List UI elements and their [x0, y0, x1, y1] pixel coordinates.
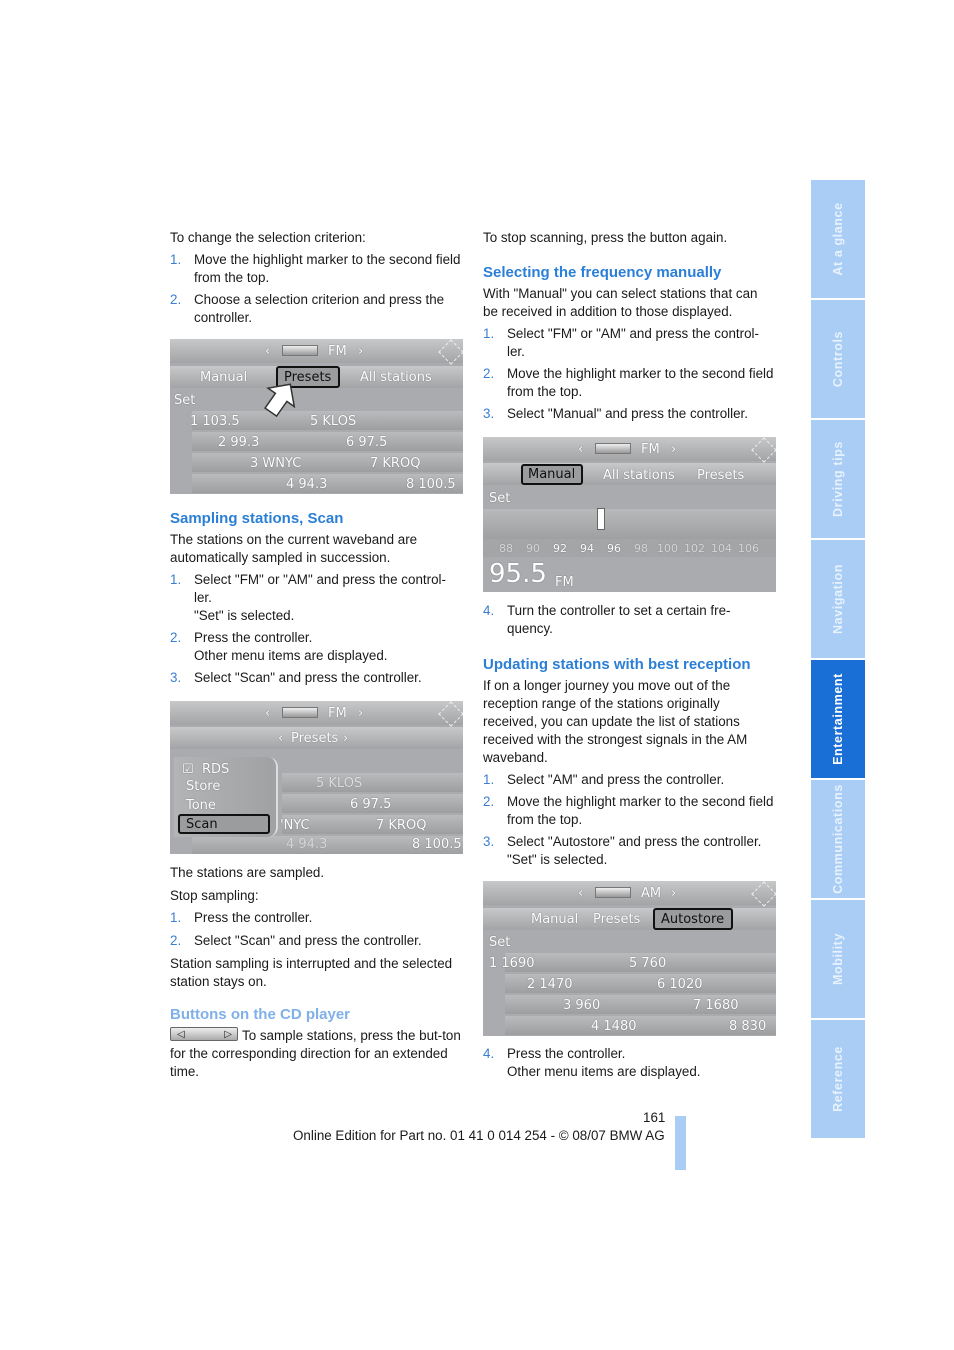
left-column-2: Sampling stations, Scan The stations on the current waveband are automatically sampled in succession. 1. Select "FM" or "AM" and press the control-ler. "Set" is selected. 2. Press the controller. Other menu items are displayed. 3. Select "Scan" and press the controller.: [170, 509, 462, 687]
list-item: 2. Choose a selection criterion and press the controller.: [170, 292, 445, 325]
intro-text: To change the selection criterion:: [170, 230, 366, 245]
footer-text: Online Edition for Part no. 01 41 0 014 254 - © 08/07 BMW AG: [293, 1128, 665, 1143]
tab-controls[interactable]: Controls: [811, 300, 865, 418]
tab-driving-tips[interactable]: Driving tips: [811, 420, 865, 538]
list-item: 4. Press the controller. Other menu items are displayed.: [483, 1046, 701, 1079]
heading-sampling: Sampling stations, Scan: [170, 510, 344, 527]
heading-update: Updating stations with best reception: [483, 656, 751, 673]
tab-communications[interactable]: Communications: [811, 780, 865, 898]
scale-label: 90: [526, 542, 540, 555]
chapter-tabs: [811, 180, 865, 1140]
scale-label: 96: [607, 542, 621, 555]
scale-label: 98: [634, 542, 648, 555]
tab-mobility[interactable]: Mobility: [811, 900, 865, 1018]
radio-screen-presets: ‹ FM › Manual Presets All stations Set 1 103.5 5 KLOS 2 99.3 6 97.5 3 WNYC 7 KROQ 4 94.3 8 100.5: [170, 339, 463, 494]
scale-label: 102: [684, 542, 705, 555]
list-item: 3. Select "Scan" and press the controller.: [170, 670, 422, 685]
tab-navigation[interactable]: Navigation: [811, 540, 865, 658]
list-item: 1. Select "FM" or "AM" and press the control-ler.: [483, 326, 759, 359]
radio-screen-manual: ‹ FM › Manual All stations Presets Set 88 90 92 94 96 98 100 102 104 106 95.5 FM: [483, 437, 776, 592]
list-item: 2. Move the highlight marker to the second field from the top.: [483, 794, 774, 827]
scale-label: 94: [580, 542, 594, 555]
list-item: 4. Turn the controller to set a certain fre-quency.: [483, 603, 731, 636]
scale-label: 88: [499, 542, 513, 555]
right-column-3: [483, 1045, 775, 1081]
list-item: 2. Move the highlight marker to the second field from the top.: [483, 366, 774, 399]
pointer-arrow-icon: [260, 379, 300, 419]
list-item: 2. Press the controller. Other menu items are displayed.: [170, 630, 388, 663]
radio-screen-autostore: ‹ AM › Manual Presets Autostore Set 1 1690 5 760 2 1470 6 1020 3 960 7 1680 4 1480 8 830: [483, 881, 776, 1036]
left-column-3: The stations are sampled. Stop sampling: 1. Press the controller. 2. Select "Scan" and press the controller. Station sampling is interrupted and the selected station stays on. Buttons on the CD player ◁ ▷ To sample stations, press the but-ton for the corresponding direction for an extended time.: [170, 865, 461, 1079]
tab-at-a-glance[interactable]: At a glance: [811, 180, 865, 298]
cd-seek-button-icon: ◁ ▷: [170, 1027, 238, 1041]
tab-entertainment[interactable]: Entertainment: [811, 660, 865, 778]
scale-label: 106: [738, 542, 759, 555]
list-item: 3. Select "Autostore" and press the controller. "Set" is selected.: [483, 834, 762, 867]
scale-label: 100: [657, 542, 678, 555]
left-column: [170, 229, 462, 327]
list-item: 3. Select "Manual" and press the controller.: [483, 406, 748, 421]
list-item: 2. Select "Scan" and press the controller.: [170, 933, 422, 948]
scale-label: 92: [553, 542, 567, 555]
list-item: 1. Select "AM" and press the controller.: [483, 772, 725, 787]
list-item: 1. Press the controller.: [170, 910, 313, 925]
radio-screen-scan-menu: ‹ FM › ‹ Presets › 5 KLOS 6 97.5 'NYC 7 KROQ 4 94.3 8 100.5 ☑ RDS Store Tone Scan: [170, 701, 463, 854]
page-number: 161: [643, 1110, 666, 1125]
heading-cd-buttons: Buttons on the CD player: [170, 1006, 351, 1023]
scale-label: 104: [711, 542, 732, 555]
tab-reference[interactable]: Reference: [811, 1020, 865, 1138]
right-column: To stop scanning, press the button again. Selecting the frequency manually With "Manual" you can select stations that can be received in addition to those displayed. 1. Select "FM" or "AM" and press the control-ler. 2. Move the highlight marker to the second field from the top. 3. Select "Manual" and press the controller.: [483, 230, 774, 421]
heading-manual: Selecting the frequency manually: [483, 264, 722, 281]
right-column-2: 4. Turn the controller to set a certain fre-quency. Updating stations with best reception If on a longer journey you move out of the reception range of the stations originally received, you can update the list of stations received with the strongest signals in the AM waveband. 1. Select "AM" and press the controller. 2. Move the highlight marker to the second field from the top. 3. Select "Autostore" and press the controller. "Set" is selected.: [483, 603, 774, 867]
list-item: 1. Select "FM" or "AM" and press the control-ler. "Set" is selected.: [170, 572, 446, 623]
page-marker: [675, 1116, 686, 1170]
list-item: 1. Move the highlight marker to the second field from the top.: [170, 252, 461, 285]
